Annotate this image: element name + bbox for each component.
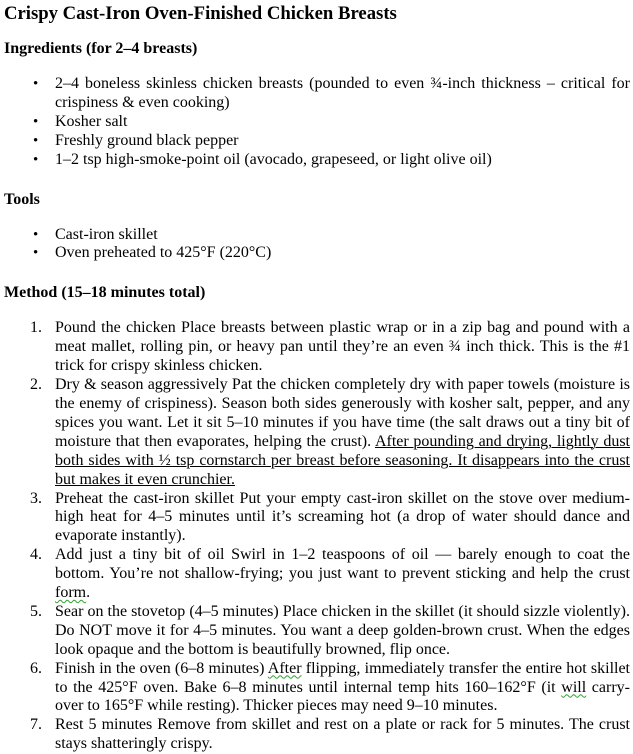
tools-list: [4, 226, 630, 264]
list-item: [4, 132, 630, 151]
list-item: [4, 226, 630, 245]
list-item: [4, 151, 630, 170]
list-item-text: Cast-iron skillet: [55, 225, 158, 243]
ingredients-list: [4, 75, 630, 170]
list-item-text: Freshly ground black pepper: [55, 131, 239, 149]
method-step: [4, 716, 630, 754]
section-ingredients: [4, 39, 630, 170]
method-step: [4, 546, 630, 603]
list-item-text: Dry & season aggressively Pat the chicken completely dry with paper towels (moisture is the enemy of crispiness). Season both sides generously with kosher salt, pepper, and any spices you want. Let it sit 5–10 minutes if you have time (the salt draws out a tiny bit of moisture that then evaporates, helping the crust). After pounding and drying, lightly dust both sides with ½ tsp cornstarch per breast before seasoning. It disappears into the crust but makes it even crunchier.: [55, 376, 630, 488]
list-item-text: Add just a tiny bit of oil Swirl in 1–2 teaspoons of oil — barely enough to coat the bottom. You’re not shallow-frying; you just want to prevent sticking and help the crust form.: [55, 546, 630, 602]
list-item: [4, 244, 630, 263]
bullet-icon: •: [33, 132, 39, 149]
method-step: [4, 319, 630, 376]
list-item-text: Oven preheated to 425°F (220°C): [55, 244, 272, 262]
method-step: [4, 660, 630, 717]
list-item-text: Sear on the stovetop (4–5 minutes) Place chicken in the skillet (it should sizzle violently). Do NOT move it for 4–5 minutes. You want a deep golden-brown crust. When the edges look opaque and the bottom is beautifully browned, flip once.: [55, 602, 630, 658]
method-step: [4, 490, 630, 547]
list-item-text: Pound the chicken Place breasts between plastic wrap or in a zip bag and pound with a meat mallet, rolling pin, or heavy pan until they’re an even ¾ inch thick. This is the #1 trick for crispy skinless chicken.: [55, 319, 630, 375]
grammar-flagged-text: After: [267, 659, 302, 677]
item-number: 2.: [30, 376, 42, 394]
list-item-text: 2–4 boneless skinless chicken breasts (pounded to even ¾-inch thickness – critical for crispiness & even cooking): [55, 75, 630, 111]
bullet-icon: •: [33, 113, 39, 130]
list-item-text: 1–2 tsp high-smoke-point oil (avocado, grapeseed, or light olive oil): [55, 150, 492, 168]
method-step: [4, 376, 630, 489]
grammar-flagged-text: form: [55, 584, 87, 602]
item-number: 4.: [30, 546, 42, 564]
grammar-flagged-text: will: [561, 678, 587, 696]
item-number: 7.: [30, 716, 42, 734]
list-item: [4, 75, 630, 113]
bullet-icon: •: [33, 151, 39, 168]
bullet-icon: •: [33, 76, 39, 92]
item-number: 6.: [30, 659, 42, 677]
section-tools: [4, 190, 630, 264]
document-title: Crispy Cast-Iron Oven-Finished Chicken Breasts: [4, 3, 397, 24]
item-number: 3.: [30, 489, 42, 507]
section-heading-ingredients: Ingredients (for 2–4 breasts): [4, 40, 198, 57]
bullet-icon: •: [33, 226, 39, 243]
section-heading-method: Method (15–18 minutes total): [4, 284, 206, 302]
list-item-text: Rest 5 minutes Remove from skillet and rest on a plate or rack for 5 minutes. The crust stays shatteringly crispy.: [55, 716, 630, 753]
underlined-text: After pounding and drying, lightly dust both sides with ½ tsp cornstarch per breast before seasoning. It disappears into the crust but makes it even crunchier.: [55, 432, 630, 488]
section-method: [4, 283, 630, 754]
item-number: 5.: [30, 602, 42, 620]
method-step: [4, 603, 630, 660]
list-item-text: Kosher salt: [55, 112, 128, 130]
item-number: 1.: [30, 319, 42, 337]
list-item: [4, 113, 630, 132]
method-steps-list: [4, 319, 630, 754]
list-item-text: Preheat the cast-iron skillet Put your empty cast-iron skillet on the stove over medium-high heat for 4–5 minutes until it’s screaming hot (a drop of water should dance and evaporate instantly).: [55, 489, 630, 545]
section-heading-tools: Tools: [4, 190, 40, 208]
list-item-text: Finish in the oven (6–8 minutes) After flipping, immediately transfer the entire hot skillet to the 425°F oven. Bake 6–8 minutes until internal temp hits 160–162°F (it will carry-over to 165°F while resting). Thicker pieces may need 9–10 minutes.: [55, 659, 631, 715]
bullet-icon: •: [33, 245, 39, 262]
